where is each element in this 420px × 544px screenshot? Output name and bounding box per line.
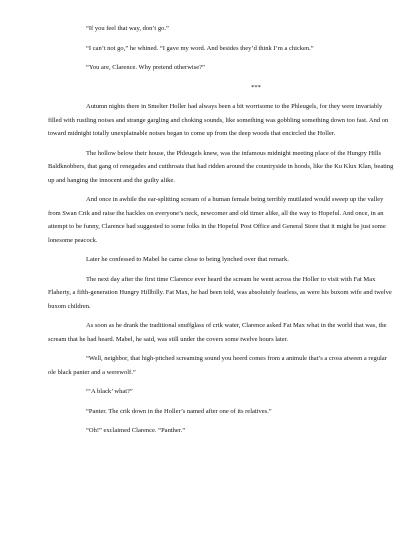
paragraph: Autumn nights there in Smelter Holler had always been a bit worrisome to the Phleugels, for they were invariably filled with rustling noises and strange gargling and choking sounds, like something was gobbling something down too fast. And on toward midnight totally unexplainable noises began to come up from the deep woods that encircled the Holler. [48,103,389,137]
paragraph: As soon as he drank the traditional snuffglass of crik water, Clarence asked Fat Max what in the world that was, the scream that he had heard. Mabel, he said, was still under the covers some twelve hours later. [48,322,387,343]
paragraph: “If you feel that way, don’t go.” [86,25,169,32]
paragraph: “I can’t not go,” he whined. “I gave my word. And besides they’d think I’m a chicken.” [86,44,314,52]
paragraph: The hollow below their house, the Phleugels knew, was the infamous midnight meeting place of the Hungry Hills Baldknobbers, that gang of renegades and cutthroats that had ridden around the countryside in hoods, like the Ku Klux Klan, beating up and hanging the innocent and the guilty alike. [48,149,394,184]
paragraph: “Oh!” exclaimed Clarence. “Panther.” [86,427,186,434]
paragraph: “‘A black’ what?” [86,388,133,395]
paragraph: The next day after the first time Clarence ever heard the scream he went across the Holler to visit with Fat Max Flaherty, a fifth-generation Hungry Hillbilly. Fat Max, he had been told, was absolutely fearless, as were his buxom wife and twelve buxom children. [48,275,392,310]
section-break: *** [251,83,261,91]
paragraph: “Well, neighbor, that high-pitched screaming sound you heerd comes from a animule that’s a cross atween a regular ole black panter and a werewolf.” [48,355,387,376]
paragraph: Later he confessed to Mabel he came close to being lynched over that remark. [86,256,289,263]
paragraph: And once in awhile the ear-splitting scream of a human female being terribly mutilated would sweep up the valley from Swan Crik and raise the hackles on everyone’s neck, newcomer and old timer alike, all the way to Hopeful. And once, in an attempt to be funny, Clarence had suggested to some folks in the Hopeful Post Office and General Store that it might be just some lonesome peacock. [48,196,386,244]
paragraph: “Panter. The crik down in the Holler’s named after one of its relatives.” [86,407,272,415]
paragraph: “You are, Clarence. Why pretend otherwise?” [86,64,205,71]
